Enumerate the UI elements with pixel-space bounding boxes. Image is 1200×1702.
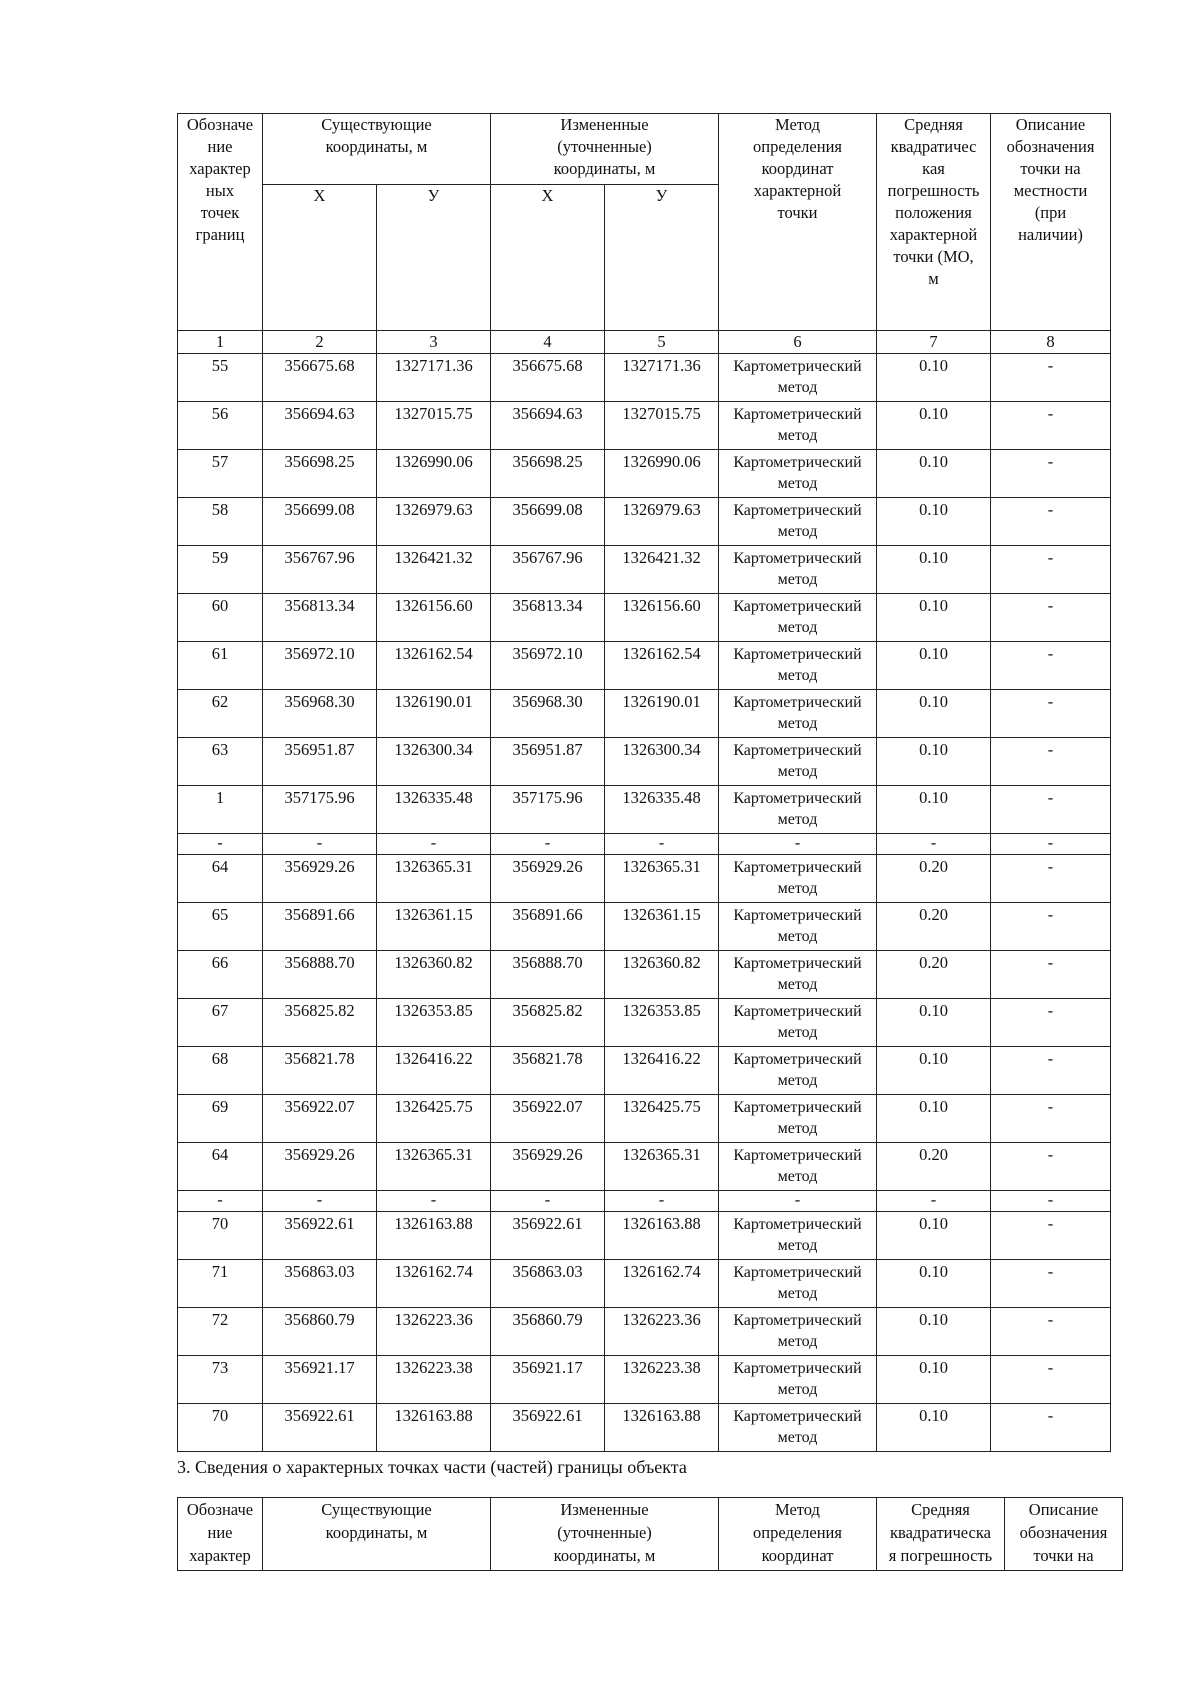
existing-y-cell: 1326190.01 bbox=[377, 690, 491, 738]
description-cell: - bbox=[991, 642, 1111, 690]
error-value-cell: 0.20 bbox=[877, 903, 991, 951]
table-row bbox=[178, 855, 1111, 903]
changed-y-cell: 1326190.01 bbox=[605, 690, 719, 738]
existing-y-cell: 1326163.88 bbox=[377, 1212, 491, 1260]
header-existing-coords: Существующие координаты, м bbox=[263, 114, 491, 185]
description-cell: - bbox=[991, 546, 1111, 594]
error-value-cell: 0.10 bbox=[877, 546, 991, 594]
existing-x-cell: - bbox=[263, 1191, 377, 1212]
description-cell: - bbox=[991, 1191, 1111, 1212]
table-row bbox=[178, 738, 1111, 786]
header-existing-x: Х bbox=[263, 185, 377, 331]
error-value-cell: 0.10 bbox=[877, 1356, 991, 1404]
changed-y-cell: 1326365.31 bbox=[605, 855, 719, 903]
header-designation: Обозначе ние характер ных точек границ bbox=[178, 114, 263, 331]
method-cell: Картометрический метод bbox=[719, 786, 877, 834]
boundary-points-table bbox=[177, 113, 1111, 1452]
table-row bbox=[178, 354, 1111, 402]
changed-y-cell: 1326361.15 bbox=[605, 903, 719, 951]
point-number-cell: 68 bbox=[178, 1047, 263, 1095]
table-row bbox=[178, 1260, 1111, 1308]
point-number-cell: 1 bbox=[178, 786, 263, 834]
point-number-cell: 64 bbox=[178, 855, 263, 903]
t2-header-method: Метод определения координат bbox=[719, 1498, 877, 1571]
point-number-cell: 73 bbox=[178, 1356, 263, 1404]
changed-x-cell: 356675.68 bbox=[491, 354, 605, 402]
existing-x-cell: 356929.26 bbox=[263, 1143, 377, 1191]
error-value-cell: 0.20 bbox=[877, 1143, 991, 1191]
existing-y-cell: 1326353.85 bbox=[377, 999, 491, 1047]
changed-y-cell: 1326162.74 bbox=[605, 1260, 719, 1308]
table-row bbox=[178, 1047, 1111, 1095]
changed-y-cell: 1326990.06 bbox=[605, 450, 719, 498]
table-row bbox=[178, 786, 1111, 834]
point-number-cell: 61 bbox=[178, 642, 263, 690]
existing-x-cell: 356698.25 bbox=[263, 450, 377, 498]
description-cell: - bbox=[991, 1356, 1111, 1404]
point-number-cell: 70 bbox=[178, 1212, 263, 1260]
method-cell: Картометрический метод bbox=[719, 855, 877, 903]
error-value-cell: 0.20 bbox=[877, 951, 991, 999]
method-cell: Картометрический метод bbox=[719, 951, 877, 999]
error-value-cell: 0.10 bbox=[877, 450, 991, 498]
table-row bbox=[178, 999, 1111, 1047]
description-cell: - bbox=[991, 903, 1111, 951]
table-row bbox=[178, 1143, 1111, 1191]
error-value-cell: 0.10 bbox=[877, 642, 991, 690]
method-cell: Картометрический метод bbox=[719, 1143, 877, 1191]
method-cell: Картометрический метод bbox=[719, 546, 877, 594]
changed-y-cell: 1326156.60 bbox=[605, 594, 719, 642]
table-body bbox=[178, 354, 1111, 1452]
changed-x-cell: 357175.96 bbox=[491, 786, 605, 834]
method-cell: Картометрический метод bbox=[719, 354, 877, 402]
changed-x-cell: 356968.30 bbox=[491, 690, 605, 738]
error-value-cell: 0.10 bbox=[877, 1404, 991, 1452]
method-cell: Картометрический метод bbox=[719, 1356, 877, 1404]
header-description: Описание обозначения точки на местности (при наличии) bbox=[991, 114, 1111, 331]
point-number-cell: 59 bbox=[178, 546, 263, 594]
description-cell: - bbox=[991, 594, 1111, 642]
column-number: 3 bbox=[377, 331, 491, 354]
table-row bbox=[178, 690, 1111, 738]
table-row bbox=[178, 1212, 1111, 1260]
point-number-cell: 70 bbox=[178, 1404, 263, 1452]
existing-x-cell: 356860.79 bbox=[263, 1308, 377, 1356]
changed-y-cell: 1326425.75 bbox=[605, 1095, 719, 1143]
changed-y-cell: 1326421.32 bbox=[605, 546, 719, 594]
changed-y-cell: 1326223.36 bbox=[605, 1308, 719, 1356]
existing-y-cell: 1326421.32 bbox=[377, 546, 491, 594]
method-cell: - bbox=[719, 834, 877, 855]
column-number: 5 bbox=[605, 331, 719, 354]
changed-x-cell: 356921.17 bbox=[491, 1356, 605, 1404]
changed-y-cell: - bbox=[605, 834, 719, 855]
changed-x-cell: 356951.87 bbox=[491, 738, 605, 786]
point-number-cell: - bbox=[178, 1191, 263, 1212]
existing-y-cell: 1326335.48 bbox=[377, 786, 491, 834]
column-number-row bbox=[178, 331, 1111, 354]
existing-y-cell: - bbox=[377, 834, 491, 855]
table-row bbox=[178, 546, 1111, 594]
error-value-cell: - bbox=[877, 834, 991, 855]
table-row bbox=[178, 498, 1111, 546]
table-row bbox=[178, 1095, 1111, 1143]
existing-y-cell: 1326163.88 bbox=[377, 1404, 491, 1452]
changed-y-cell: 1326353.85 bbox=[605, 999, 719, 1047]
existing-x-cell: 356921.17 bbox=[263, 1356, 377, 1404]
description-cell: - bbox=[991, 999, 1111, 1047]
point-number-cell: 69 bbox=[178, 1095, 263, 1143]
point-number-cell: 62 bbox=[178, 690, 263, 738]
table-row bbox=[178, 594, 1111, 642]
table-row bbox=[178, 450, 1111, 498]
description-cell: - bbox=[991, 690, 1111, 738]
description-cell: - bbox=[991, 951, 1111, 999]
description-cell: - bbox=[991, 1308, 1111, 1356]
existing-x-cell: 356694.63 bbox=[263, 402, 377, 450]
description-cell: - bbox=[991, 1143, 1111, 1191]
changed-x-cell: 356929.26 bbox=[491, 855, 605, 903]
changed-y-cell: 1326416.22 bbox=[605, 1047, 719, 1095]
existing-y-cell: 1326416.22 bbox=[377, 1047, 491, 1095]
existing-y-cell: - bbox=[377, 1191, 491, 1212]
separator-row bbox=[178, 1191, 1111, 1212]
t2-header-error: Средняя квадратическа я погрешность bbox=[877, 1498, 1005, 1571]
changed-x-cell: 356698.25 bbox=[491, 450, 605, 498]
header-method: Метод определения координат характерной точки bbox=[719, 114, 877, 331]
part-boundary-points-table bbox=[177, 1497, 1123, 1571]
changed-y-cell: - bbox=[605, 1191, 719, 1212]
header-error: Средняя квадратичес кая погрешность положения характерной точки (МО, м bbox=[877, 114, 991, 331]
column-number: 1 bbox=[178, 331, 263, 354]
changed-y-cell: 1326223.38 bbox=[605, 1356, 719, 1404]
changed-y-cell: 1326335.48 bbox=[605, 786, 719, 834]
existing-x-cell: 356821.78 bbox=[263, 1047, 377, 1095]
existing-x-cell: 357175.96 bbox=[263, 786, 377, 834]
point-number-cell: 63 bbox=[178, 738, 263, 786]
description-cell: - bbox=[991, 498, 1111, 546]
error-value-cell: 0.10 bbox=[877, 690, 991, 738]
error-value-cell: 0.10 bbox=[877, 402, 991, 450]
error-value-cell: 0.10 bbox=[877, 738, 991, 786]
method-cell: Картометрический метод bbox=[719, 498, 877, 546]
method-cell: Картометрический метод bbox=[719, 402, 877, 450]
existing-y-cell: 1326223.36 bbox=[377, 1308, 491, 1356]
error-value-cell: 0.10 bbox=[877, 999, 991, 1047]
method-cell: - bbox=[719, 1191, 877, 1212]
error-value-cell: 0.10 bbox=[877, 1047, 991, 1095]
point-number-cell: - bbox=[178, 834, 263, 855]
error-value-cell: 0.10 bbox=[877, 1260, 991, 1308]
table-row bbox=[178, 951, 1111, 999]
point-number-cell: 66 bbox=[178, 951, 263, 999]
changed-x-cell: 356888.70 bbox=[491, 951, 605, 999]
existing-x-cell: 356968.30 bbox=[263, 690, 377, 738]
error-value-cell: 0.10 bbox=[877, 786, 991, 834]
changed-x-cell: 356813.34 bbox=[491, 594, 605, 642]
method-cell: Картометрический метод bbox=[719, 1260, 877, 1308]
method-cell: Картометрический метод bbox=[719, 1404, 877, 1452]
changed-y-cell: 1326979.63 bbox=[605, 498, 719, 546]
error-value-cell: 0.10 bbox=[877, 1308, 991, 1356]
changed-y-cell: 1326360.82 bbox=[605, 951, 719, 999]
existing-y-cell: 1326365.31 bbox=[377, 855, 491, 903]
existing-x-cell: 356767.96 bbox=[263, 546, 377, 594]
description-cell: - bbox=[991, 1212, 1111, 1260]
header-existing-y: У bbox=[377, 185, 491, 331]
changed-x-cell: 356929.26 bbox=[491, 1143, 605, 1191]
error-value-cell: 0.10 bbox=[877, 498, 991, 546]
description-cell: - bbox=[991, 738, 1111, 786]
changed-x-cell: 356694.63 bbox=[491, 402, 605, 450]
existing-x-cell: 356699.08 bbox=[263, 498, 377, 546]
error-value-cell: 0.10 bbox=[877, 1095, 991, 1143]
description-cell: - bbox=[991, 1047, 1111, 1095]
existing-y-cell: 1326162.54 bbox=[377, 642, 491, 690]
separator-row bbox=[178, 834, 1111, 855]
changed-y-cell: 1327015.75 bbox=[605, 402, 719, 450]
description-cell: - bbox=[991, 834, 1111, 855]
existing-x-cell: 356863.03 bbox=[263, 1260, 377, 1308]
existing-y-cell: 1326360.82 bbox=[377, 951, 491, 999]
changed-x-cell: 356922.61 bbox=[491, 1212, 605, 1260]
existing-y-cell: 1326223.38 bbox=[377, 1356, 491, 1404]
changed-x-cell: - bbox=[491, 834, 605, 855]
existing-y-cell: 1326979.63 bbox=[377, 498, 491, 546]
existing-y-cell: 1326300.34 bbox=[377, 738, 491, 786]
changed-y-cell: 1326365.31 bbox=[605, 1143, 719, 1191]
existing-y-cell: 1326162.74 bbox=[377, 1260, 491, 1308]
description-cell: - bbox=[991, 402, 1111, 450]
existing-y-cell: 1326156.60 bbox=[377, 594, 491, 642]
section-3-title: 3. Сведения о характерных точках части (частей) границы объекта bbox=[177, 1457, 687, 1477]
point-number-cell: 64 bbox=[178, 1143, 263, 1191]
changed-y-cell: 1326163.88 bbox=[605, 1212, 719, 1260]
method-cell: Картометрический метод bbox=[719, 1308, 877, 1356]
existing-x-cell: 356888.70 bbox=[263, 951, 377, 999]
method-cell: Картометрический метод bbox=[719, 450, 877, 498]
existing-x-cell: 356972.10 bbox=[263, 642, 377, 690]
method-cell: Картометрический метод bbox=[719, 690, 877, 738]
error-value-cell: 0.10 bbox=[877, 594, 991, 642]
table-row bbox=[178, 903, 1111, 951]
description-cell: - bbox=[991, 1095, 1111, 1143]
table2-clip bbox=[170, 1497, 1130, 1571]
t2-header-description: Описание обозначения точки на bbox=[1005, 1498, 1123, 1571]
description-cell: - bbox=[991, 786, 1111, 834]
point-number-cell: 71 bbox=[178, 1260, 263, 1308]
existing-y-cell: 1326990.06 bbox=[377, 450, 491, 498]
changed-x-cell: 356821.78 bbox=[491, 1047, 605, 1095]
column-number: 6 bbox=[719, 331, 877, 354]
existing-x-cell: 356922.07 bbox=[263, 1095, 377, 1143]
changed-x-cell: 356860.79 bbox=[491, 1308, 605, 1356]
error-value-cell: 0.10 bbox=[877, 354, 991, 402]
existing-x-cell: 356813.34 bbox=[263, 594, 377, 642]
table-row bbox=[178, 642, 1111, 690]
changed-y-cell: 1326163.88 bbox=[605, 1404, 719, 1452]
description-cell: - bbox=[991, 354, 1111, 402]
column-number: 2 bbox=[263, 331, 377, 354]
table-row bbox=[178, 402, 1111, 450]
description-cell: - bbox=[991, 855, 1111, 903]
point-number-cell: 65 bbox=[178, 903, 263, 951]
point-number-cell: 56 bbox=[178, 402, 263, 450]
changed-y-cell: 1326300.34 bbox=[605, 738, 719, 786]
error-value-cell: 0.10 bbox=[877, 1212, 991, 1260]
point-number-cell: 60 bbox=[178, 594, 263, 642]
existing-y-cell: 1327171.36 bbox=[377, 354, 491, 402]
method-cell: Картометрический метод bbox=[719, 903, 877, 951]
header-changed-y: У bbox=[605, 185, 719, 331]
changed-y-cell: 1326162.54 bbox=[605, 642, 719, 690]
t2-header-changed-coords: Измененные (уточненные) координаты, м bbox=[491, 1498, 719, 1571]
existing-x-cell: 356675.68 bbox=[263, 354, 377, 402]
changed-x-cell: 356863.03 bbox=[491, 1260, 605, 1308]
changed-x-cell: 356972.10 bbox=[491, 642, 605, 690]
method-cell: Картометрический метод bbox=[719, 1095, 877, 1143]
existing-x-cell: 356891.66 bbox=[263, 903, 377, 951]
method-cell: Картометрический метод bbox=[719, 594, 877, 642]
t2-header-existing-coords: Существующие координаты, м bbox=[263, 1498, 491, 1571]
method-cell: Картометрический метод bbox=[719, 999, 877, 1047]
existing-x-cell: 356929.26 bbox=[263, 855, 377, 903]
method-cell: Картометрический метод bbox=[719, 738, 877, 786]
t2-header-designation: Обозначе ние характер bbox=[178, 1498, 263, 1571]
point-number-cell: 72 bbox=[178, 1308, 263, 1356]
changed-x-cell: 356699.08 bbox=[491, 498, 605, 546]
existing-x-cell: 356922.61 bbox=[263, 1404, 377, 1452]
existing-x-cell: 356951.87 bbox=[263, 738, 377, 786]
method-cell: Картометрический метод bbox=[719, 1047, 877, 1095]
changed-x-cell: 356922.07 bbox=[491, 1095, 605, 1143]
changed-x-cell: 356922.61 bbox=[491, 1404, 605, 1452]
changed-y-cell: 1327171.36 bbox=[605, 354, 719, 402]
description-cell: - bbox=[991, 1404, 1111, 1452]
point-number-cell: 58 bbox=[178, 498, 263, 546]
table-row bbox=[178, 1404, 1111, 1452]
description-cell: - bbox=[991, 1260, 1111, 1308]
changed-x-cell: 356891.66 bbox=[491, 903, 605, 951]
table-row bbox=[178, 1308, 1111, 1356]
existing-y-cell: 1327015.75 bbox=[377, 402, 491, 450]
point-number-cell: 57 bbox=[178, 450, 263, 498]
existing-x-cell: 356922.61 bbox=[263, 1212, 377, 1260]
error-value-cell: - bbox=[877, 1191, 991, 1212]
existing-x-cell: - bbox=[263, 834, 377, 855]
point-number-cell: 67 bbox=[178, 999, 263, 1047]
header-changed-x: Х bbox=[491, 185, 605, 331]
error-value-cell: 0.20 bbox=[877, 855, 991, 903]
changed-x-cell: - bbox=[491, 1191, 605, 1212]
existing-y-cell: 1326361.15 bbox=[377, 903, 491, 951]
column-number: 8 bbox=[991, 331, 1111, 354]
existing-x-cell: 356825.82 bbox=[263, 999, 377, 1047]
changed-x-cell: 356825.82 bbox=[491, 999, 605, 1047]
description-cell: - bbox=[991, 450, 1111, 498]
method-cell: Картометрический метод bbox=[719, 1212, 877, 1260]
method-cell: Картометрический метод bbox=[719, 642, 877, 690]
changed-x-cell: 356767.96 bbox=[491, 546, 605, 594]
table-row bbox=[178, 1356, 1111, 1404]
column-number: 7 bbox=[877, 331, 991, 354]
header-changed-coords: Измененные (уточненные) координаты, м bbox=[491, 114, 719, 185]
existing-y-cell: 1326365.31 bbox=[377, 1143, 491, 1191]
point-number-cell: 55 bbox=[178, 354, 263, 402]
existing-y-cell: 1326425.75 bbox=[377, 1095, 491, 1143]
column-number: 4 bbox=[491, 331, 605, 354]
